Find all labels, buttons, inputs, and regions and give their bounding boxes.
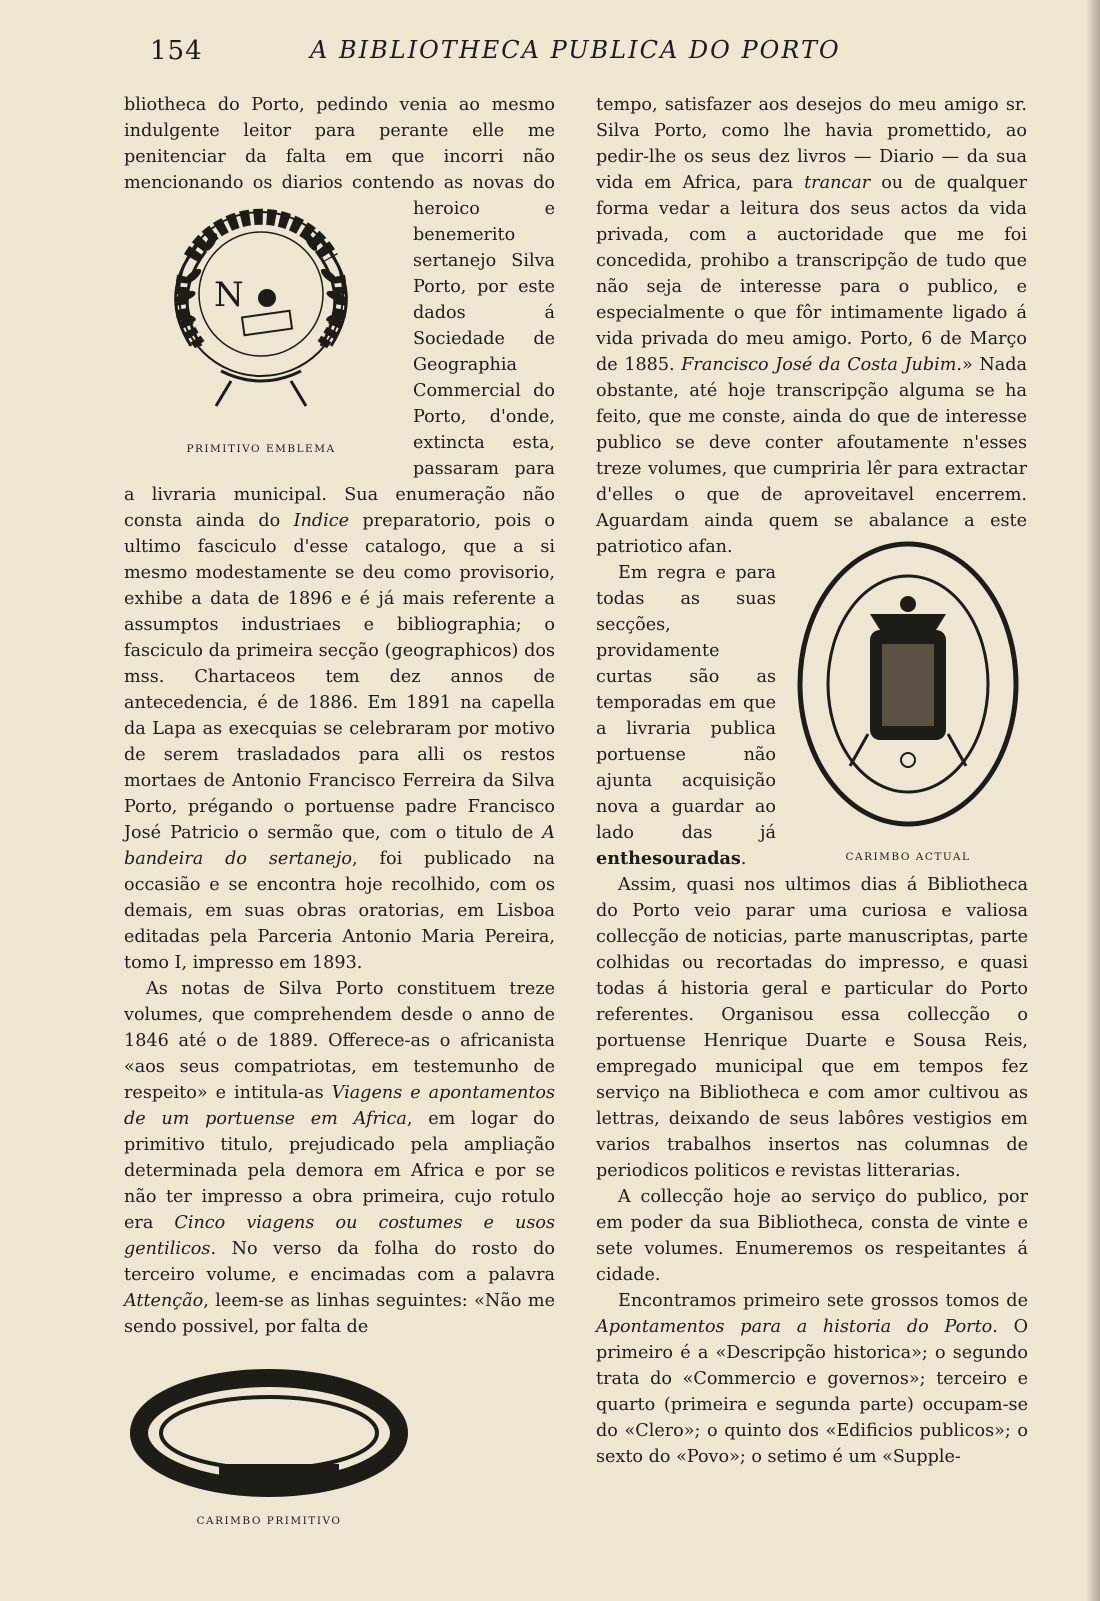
current-stamp [788,534,1028,864]
page-edge-shadow [1086,0,1100,1601]
primitive-emblem [123,196,399,458]
right-paragraph-5: Encontramos primeiro sete grossos tomos de Apontamentos para a historia do Porto. O primeiro é a «Descripção historica»; o segundo trata do «Commercio e governos»; terceiro e quarto (primeira e segunda parte) occupam-se do «Clero»; o quinto dos «Edificios publicos»; o sexto do «Povo»; o setimo é um «Supple- [596,1291,1028,1467]
right-paragraph-2: Em regra e para todas as suas secções, providamente curtas são as temporadas em que a livraria publica portuense não ajunta acquisição nova a guardar ao lado das já enthesouradas. [596,563,776,869]
caption-primitive-stamp: CARIMBO PRIMITIVO [196,1515,342,1527]
right-paragraph-4: A collecção hoje ao serviço do publico, por em poder da sua Bibliotheca, consta de vinte e sete volumes. Enumeremos os respeitantes á cidade. [596,1187,1028,1285]
library-emblem-icon [131,196,391,426]
oval-seal-icon [790,534,1026,834]
primitive-stamp [123,1358,415,1540]
oval-stamp-icon [129,1368,409,1498]
left-paragraph-2: As notas de Silva Porto constituem treze volumes, que comprehendem desde o anno de 1846 até o de 1889. Offerece-as o africanista «aos seus compatriotas, em testemunho de respeito» e intitula-as Viagens e apontamentos de um portuense em Africa, em logar do primitivo titulo, prejudicado pela ampliação determinada pela demora em Africa e por se não ter impresso a obra primeira, cujo rotulo era Cinco viagens ou costumes e usos gentilicos. No verso da folha do rosto do terceiro volume, e encimadas com a palavra Attenção, leem-se as linhas seguintes: «Não me sendo possivel, por falta de [124,979,556,1337]
right-column [596,92,1028,1470]
page-number: 154 [150,36,203,66]
right-paragraph-1: tempo, satisfazer aos desejos do meu amigo sr. Silva Porto, como lhe havia promettido, ao pedir-lhe os seus dez livros — Diario — da sua vida em Africa, para trancar ou de qualquer forma vedar a leitura dos seus actos da vida privada, com a auctoridade que me foi concedida, prohibo a transcripção de tudo que não seja de interesse para o publico, e especialmente o que fôr intimamente ligado á vida privada do meu amigo. Porto, 6 de Março de 1885. Francisco José da Costa Jubim.» Nada obstante, até hoje transcripção alguma se ha feito, que me conste, ainda do que de interesse publico se deve conter afoutamente n'esses treze volumes, que cumpriria lêr para extractar d'elles o que de aproveitavel encerrem. Aguardam ainda quem se abalance a este patriotico afan. [596,95,1027,557]
right-paragraph-3: Assim, quasi nos ultimos dias á Bibliotheca do Porto veio parar uma curiosa e valiosa collecção de noticias, parte manuscriptas, parte colhidas ou recortadas do impresso, e quasi todas á historia geral e particular do Porto referentes. Organisou essa collecção o portuense Henrique Duarte e Sousa Reis, empregado municipal que em tempos fez serviço na Bibliotheca e com amor cultivou as lettras, deixando de seus labôres vestigios em varios trabalhos insertos nas columnas de periodicos politicos e revistas litterarias. [596,875,1028,1181]
running-title: A BIBLIOTHECA PUBLICA DO PORTO [310,36,841,64]
svg-text:N: N [214,275,244,315]
left-column [123,92,555,1540]
left-paragraph-1: bliotheca do Porto, pedindo venia ao mesmo indulgente leitor para perante elle me penitenciar da falta em que incorri não mencionando os diarios contendo as novas do heroico e benemerito sertanejo Silva Porto, por este dados á Sociedade de Geographia Commercial do Porto, d'onde, extincta esta, passaram para a livraria municipal. Sua enumeração não consta ainda do Indice preparatorio, pois o ultimo fasciculo d'esse catalogo, que a si mesmo modestamente se deu como provisorio, exhibe a data de 1896 e é já mais referente a assumptos industriaes e bibliographia; o fasciculo da primeira secção (geographicos) dos mss. Chartaceos tem dez annos de antecedencia, é de 1886. Em 1891 na capella da Lapa as execquias se celebraram por motivo de serem trasladados para alli os restos mortaes de Antonio Francisco Ferreira da Silva Porto, prégando o portuense padre Francisco José Patricio o sermão que, com o titulo de A bandeira do sertanejo, foi publicado na occasião e se encontra hoje recolhido, com os demais, em suas obras oratorias, em Lisboa editadas pela Parceria Antonio Maria Pereira, tomo I, impresso em 1893. [124,95,556,973]
caption-primitive-emblem: PRIMITIVO EMBLEMA [186,443,336,455]
caption-current-stamp: CARIMBO ACTUAL [845,851,971,863]
